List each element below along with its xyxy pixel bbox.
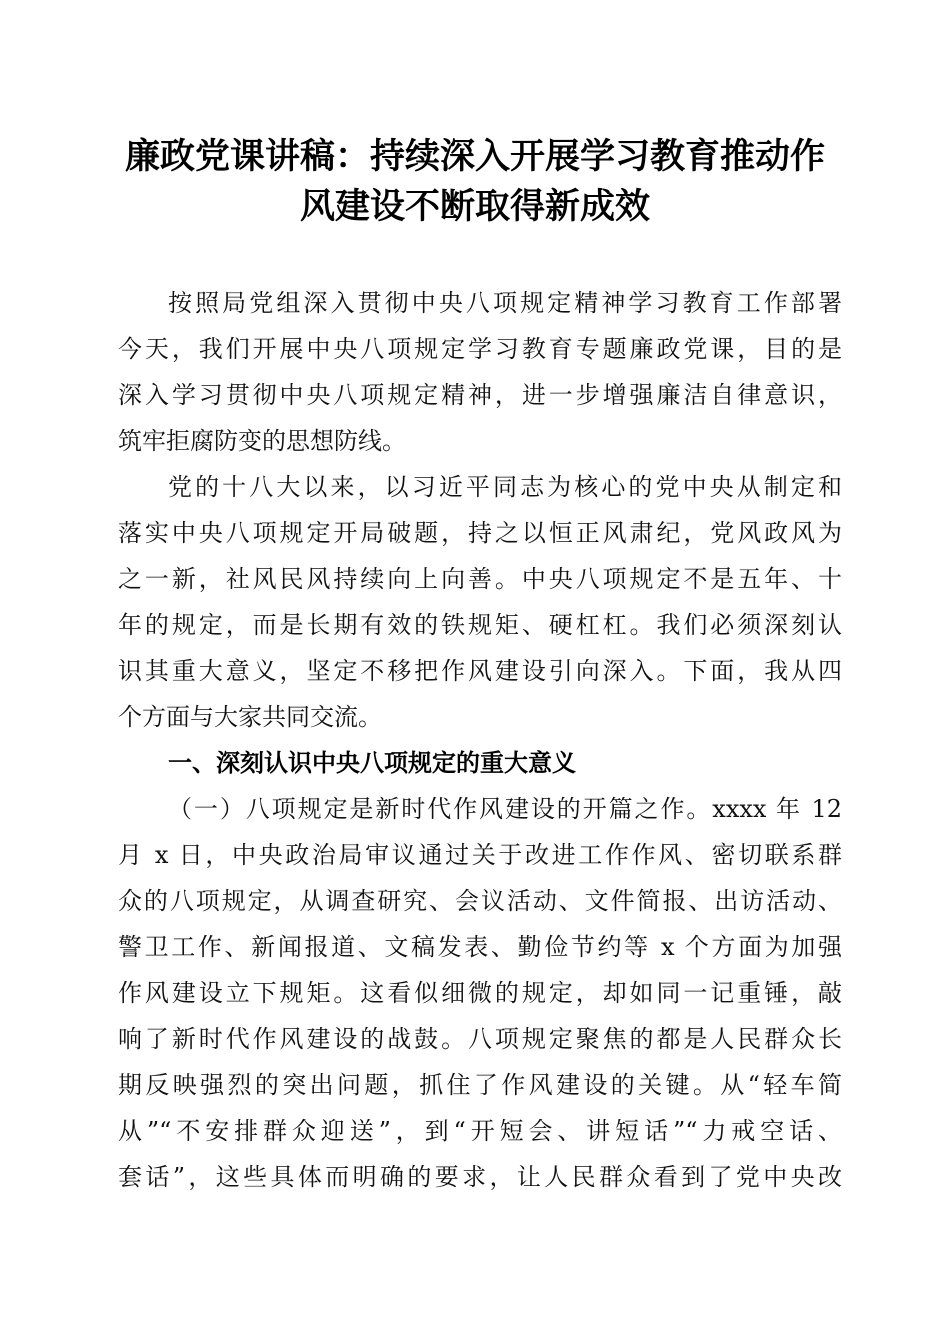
paragraph-1 — [118, 280, 842, 464]
paragraph-line: 警卫工作、新闻报道、文稿发表、勤俭节约等 x 个方面为加强 — [118, 933, 842, 961]
paragraph-line: 筑牢拒腐防变的思想防线。 — [118, 427, 406, 455]
paragraph-line: 按照局党组深入贯彻中央八项规定精神学习教育工作部署 — [168, 289, 842, 317]
section-heading-1 — [118, 740, 842, 786]
paragraph-line: 党的十八大以来，以习近平同志为核心的党中央从制定和 — [168, 473, 842, 501]
document-body — [118, 280, 842, 1200]
title-line-2: 风建设不断取得新成效 — [299, 186, 650, 227]
paragraph-line: 深入学习贯彻中央八项规定精神，进一步增强廉洁自律意识， — [118, 381, 842, 409]
paragraph-line: （一）八项规定是新时代作风建设的开篇之作。xxxx 年 12 — [168, 795, 842, 823]
paragraph-line: 期反映强烈的突出问题，抓住了作风建设的关键。从“轻车简 — [118, 1071, 842, 1099]
paragraph-2 — [118, 464, 842, 740]
paragraph-line: 作风建设立下规矩。这看似细微的规定，却如同一记重锤，敲 — [118, 979, 842, 1007]
paragraph-line: 个方面与大家共同交流。 — [118, 703, 382, 731]
title-line-1: 廉政党课讲稿：持续深入开展学习教育推动作 — [124, 136, 825, 177]
paragraph-line: 从”“不安排群众迎送”，到“开短会、讲短话”“力戒空话、 — [118, 1117, 842, 1145]
paragraph-line: 套话”，这些具体而明确的要求，让人民群众看到了党中央改 — [118, 1163, 842, 1191]
paragraph-line: 今天，我们开展中央八项规定学习教育专题廉政党课，目的是 — [118, 335, 842, 363]
paragraph-3 — [118, 786, 842, 1200]
paragraph-line: 众的八项规定，从调查研究、会议活动、文件简报、出访活动、 — [118, 887, 842, 915]
paragraph-line: 之一新，社风民风持续向上向善。中央八项规定不是五年、十 — [118, 565, 842, 593]
paragraph-line: 落实中央八项规定开局破题，持之以恒正风肃纪，党风政风为 — [118, 519, 842, 547]
paragraph-line: 年的规定，而是长期有效的铁规矩、硬杠杠。我们必须深刻认 — [118, 611, 842, 639]
paragraph-line: 月 x 日，中央政治局审议通过关于改进工作作风、密切联系群 — [118, 841, 842, 869]
section-heading: 一、深刻认识中央八项规定的重大意义 — [168, 749, 576, 777]
paragraph-line: 识其重大意义，坚定不移把作风建设引向深入。下面，我从四 — [118, 657, 842, 685]
document-title — [110, 132, 840, 232]
paragraph-line: 响了新时代作风建设的战鼓。八项规定聚焦的都是人民群众长 — [118, 1025, 842, 1053]
